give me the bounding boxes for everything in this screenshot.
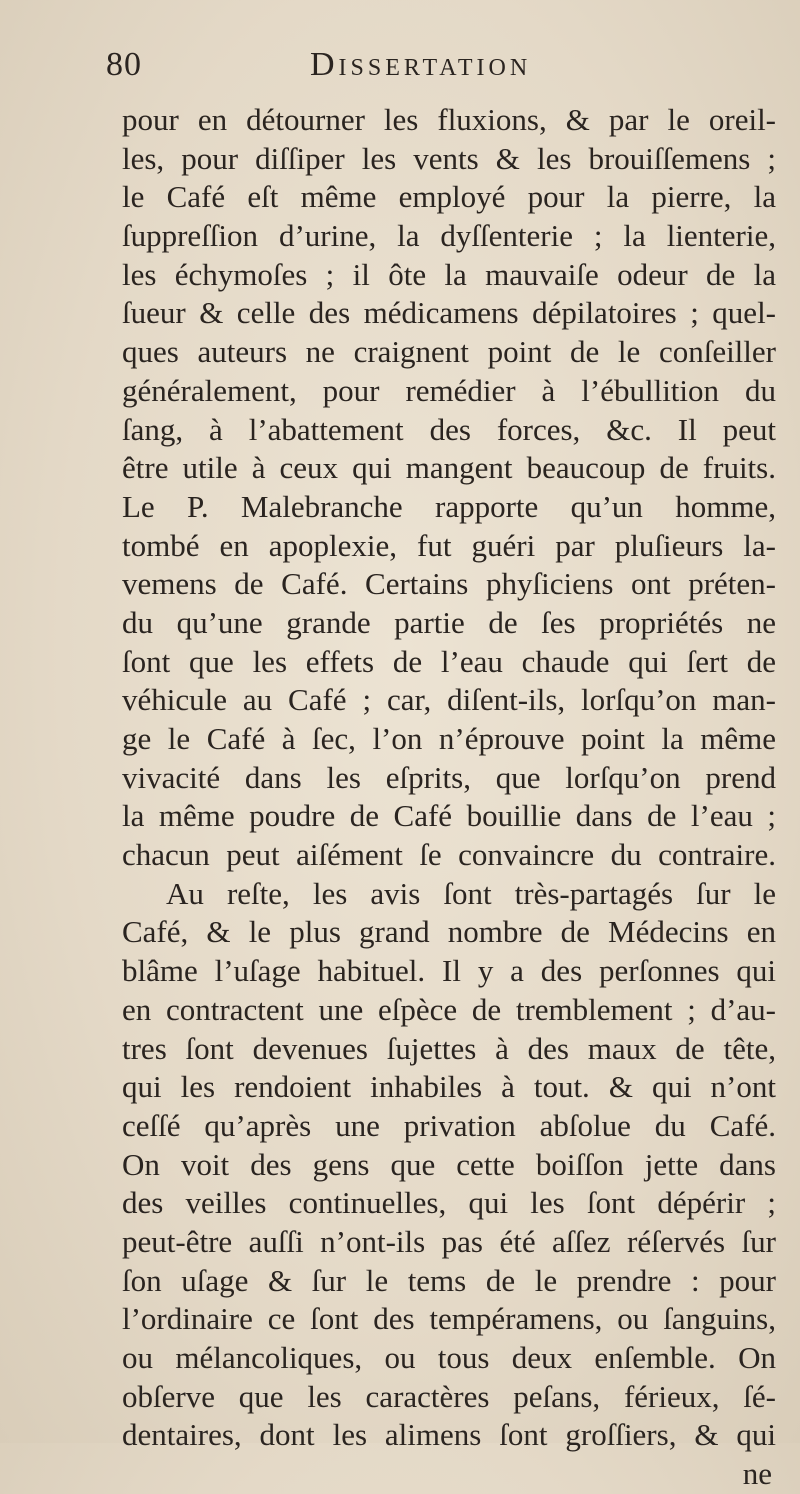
text-line: ſont que les effets de l’eau chaude qui ſert de [122,643,776,679]
text-line: pour en détourner les fluxions, & par le oreil- [122,102,776,137]
text-line: l’ordinaire ce ſont des tempéramens, ou ſanguins, [122,1301,776,1337]
text-line: tres ſont devenues ſujettes à des maux de tête, [122,1030,776,1066]
text-line: dentaires, dont les alimens ſont groſſiers, & qui [122,1417,776,1453]
page-number: 80 [106,46,142,83]
text-line: ge le Café à ſec, l’on n’éprouve point la même [122,721,776,756]
text-line: les échymoſes ; il ôte la mauvaiſe odeur de la [122,256,776,292]
text-line: chacun peut aiſément ſe convaincre du contraire. [122,837,776,873]
text-line: ſueur & celle des médicamens dépilatoires ; quel- [122,295,776,331]
body-text [122,101,776,1494]
text-line: la même poudre de Café bouillie dans de l’eau ; [122,798,776,834]
text-line: ſuppreſſion d’urine, la dyſſenterie ; la lienterie, [122,218,776,254]
text-line: ou mélancoliques, ou tous deux enſemble. On [122,1340,776,1375]
text-line: blâme l’uſage habituel. Il y a des perſonnes qui [122,953,776,989]
text-line: Le P. Malebranche rapporte qu’un homme, [122,488,776,524]
text-line: vivacité dans les eſprits, que lorſqu’on prend [122,759,776,795]
page-header [100,42,720,102]
text-line: véhicule au Café ; car, diſent-ils, lorſqu’on man- [122,682,776,718]
running-title: Dissertation [310,46,532,83]
text-line: Café, & le plus grand nombre de Médecins en [122,914,776,950]
text-line: qui les rendoient inhabiles à tout. & qui n’ont [122,1069,776,1105]
catchword: ne [742,1456,772,1492]
text-line: On voit des gens que cette boiſſon jette dans [122,1146,776,1182]
text-line: le Café eſt même employé pour la pierre, la [122,179,776,215]
text-line: des veilles continuelles, qui les ſont dépérir ; [122,1185,776,1221]
text-line: ques auteurs ne craignent point de le conſeiller [122,334,776,370]
text-line: obſerve que les caractères peſans, férieux, ſé- [122,1378,776,1414]
text-line: peut-être auſſi n’ont-ils pas été aſſez réſervés ſur [122,1223,776,1259]
text-line-paragraph-start: Au reſte, les avis ſont très-partagés ſur le [166,875,776,911]
text-line: ſang, à l’abattement des forces, &c. Il peut [122,411,776,447]
text-line: les, pour diſſiper les vents & les brouiſſemens ; [122,140,776,176]
text-line: du qu’une grande partie de ſes propriétés ne [122,604,776,640]
text-line: en contractent une eſpèce de tremblement ; d’au- [122,991,776,1027]
text-line: ceſſé qu’après une privation abſolue du Café. [122,1107,776,1143]
text-line: généralement, pour remédier à l’ébullition du [122,372,776,408]
text-line: tombé en apoplexie, fut guéri par pluſieurs la- [122,527,776,563]
text-line: ſon uſage & ſur le tems de le prendre : pour [122,1262,776,1298]
text-line: vemens de Café. Certains phyſiciens ont préten- [122,566,776,602]
text-line: être utile à ceux qui mangent beaucoup de fruits. [122,450,776,486]
